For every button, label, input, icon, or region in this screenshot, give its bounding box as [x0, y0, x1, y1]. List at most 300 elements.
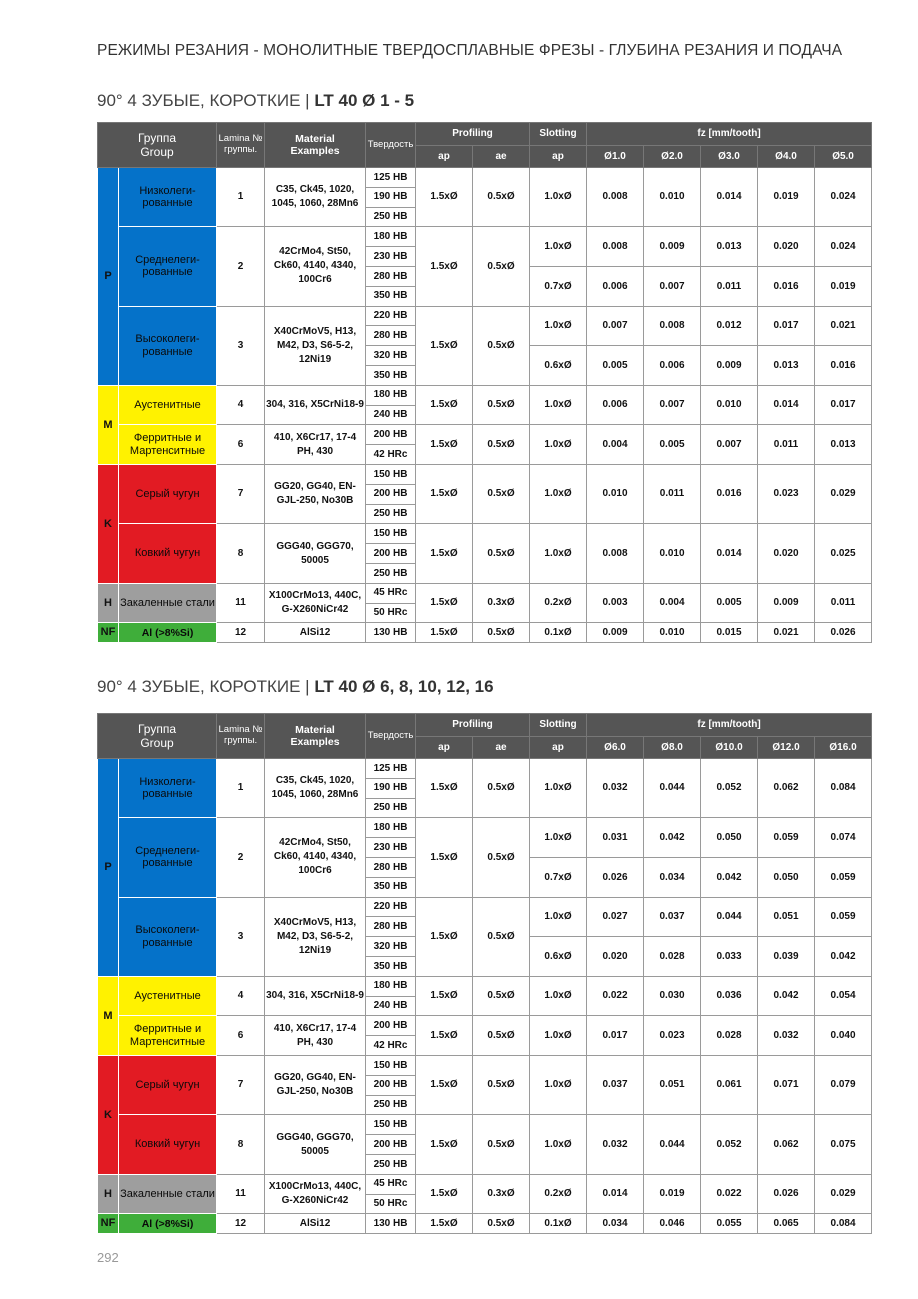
profiling-ae: 0.3xØ — [473, 1174, 530, 1214]
hardness-value: 150 HB — [366, 464, 416, 484]
fz-value: 0.007 — [587, 306, 644, 346]
material-group: Среднелеги-рованные — [119, 227, 217, 306]
hardness-value: 280 HB — [366, 857, 416, 877]
iso-group-nf: NF — [98, 623, 119, 643]
hardness-value: 125 HB — [366, 168, 416, 188]
material-header — [265, 123, 366, 168]
profiling-ap: 1.5xØ — [416, 976, 473, 1016]
group-header-ru: Группа — [137, 721, 177, 736]
fz-header: fz [mm/tooth] — [587, 714, 872, 737]
hardness-value: 250 HB — [366, 798, 416, 818]
slotting-header: Slotting — [530, 123, 587, 146]
fz-value: 0.010 — [701, 385, 758, 425]
diameter-header: Ø2.0 — [644, 146, 701, 168]
slotting-ap: 0.1xØ — [530, 1214, 587, 1234]
profiling-ae: 0.5xØ — [473, 1055, 530, 1114]
lamina-number: 2 — [217, 818, 265, 897]
fz-value: 0.005 — [644, 425, 701, 465]
section-title-2 — [97, 677, 494, 697]
hardness-value: 350 HB — [366, 877, 416, 897]
table-row — [98, 524, 918, 544]
hardness-value: 200 HB — [366, 544, 416, 564]
slotting-ap: 0.6xØ — [530, 937, 587, 977]
lamina-header — [217, 714, 265, 759]
slotting-ap: 1.0xØ — [530, 759, 587, 818]
slotting-ap: 0.2xØ — [530, 1174, 587, 1214]
profiling-ae: 0.5xØ — [473, 227, 530, 306]
diameter-header: Ø8.0 — [644, 737, 701, 759]
profiling-ae-header: ae — [473, 737, 530, 759]
fz-value: 0.074 — [815, 818, 872, 858]
material-header — [265, 714, 366, 759]
table-row — [98, 464, 918, 484]
material-examples: 42CrMo4, St50, Ck60, 4140, 4340, 100Cr6 — [265, 818, 366, 897]
fz-value: 0.020 — [758, 524, 815, 583]
hardness-value: 50 HRc — [366, 603, 416, 623]
group-header — [98, 714, 217, 759]
hardness-value: 190 HB — [366, 778, 416, 798]
fz-value: 0.016 — [758, 266, 815, 306]
profiling-header: Profiling — [416, 123, 530, 146]
diameter-header: Ø16.0 — [815, 737, 872, 759]
profiling-ae: 0.5xØ — [473, 759, 530, 818]
fz-value: 0.006 — [587, 266, 644, 306]
fz-value: 0.007 — [701, 425, 758, 465]
material-examples: AlSi12 — [265, 623, 366, 643]
fz-value: 0.059 — [815, 857, 872, 897]
material-group: Среднелеги-рованные — [119, 818, 217, 897]
material-group: Al (>8%Si) — [119, 623, 217, 643]
material-examples: X40CrMoV5, H13, M42, D3, S6-5-2, 12Ni19 — [265, 306, 366, 385]
fz-value: 0.009 — [701, 346, 758, 386]
material-header-1: Material — [295, 132, 335, 145]
fz-value: 0.062 — [758, 1115, 815, 1174]
hardness-value: 45 HRc — [366, 583, 416, 603]
fz-value: 0.003 — [587, 583, 644, 623]
material-group: Закаленные стали — [119, 583, 217, 623]
fz-value: 0.022 — [701, 1174, 758, 1214]
hardness-value: 250 HB — [366, 1095, 416, 1115]
fz-value: 0.062 — [758, 759, 815, 818]
section-title-1 — [97, 91, 414, 111]
slotting-ap: 0.6xØ — [530, 346, 587, 386]
profiling-header: Profiling — [416, 714, 530, 737]
hardness-header: Твердость — [366, 123, 416, 168]
cutting-table-2 — [97, 713, 875, 1234]
lamina-number: 11 — [217, 1174, 265, 1214]
fz-value: 0.042 — [644, 818, 701, 858]
hardness-header: Твердость — [366, 714, 416, 759]
fz-value: 0.044 — [701, 897, 758, 937]
profiling-ae-header: ae — [473, 146, 530, 168]
profiling-ap: 1.5xØ — [416, 425, 473, 465]
iso-group-p: P — [98, 168, 119, 386]
lamina-number: 3 — [217, 897, 265, 976]
slotting-ap: 0.7xØ — [530, 857, 587, 897]
section-title-1-bold: LT 40 Ø 1 - 5 — [314, 91, 415, 110]
material-examples: 304, 316, X5CrNi18-9 — [265, 385, 366, 425]
hardness-value: 150 HB — [366, 1115, 416, 1135]
fz-value: 0.033 — [701, 937, 758, 977]
material-examples: C35, Ck45, 1020, 1045, 1060, 28Mn6 — [265, 168, 366, 227]
material-examples: GGG40, GGG70, 50005 — [265, 524, 366, 583]
lamina-number: 2 — [217, 227, 265, 306]
hardness-value: 280 HB — [366, 917, 416, 937]
hardness-value: 240 HB — [366, 405, 416, 425]
fz-value: 0.015 — [701, 623, 758, 643]
section-title-2-bold: LT 40 Ø 6, 8, 10, 12, 16 — [314, 677, 494, 696]
material-examples: X100CrMo13, 440C, G-X260NiCr42 — [265, 1174, 366, 1214]
fz-value: 0.017 — [587, 1016, 644, 1056]
slotting-ap: 1.0xØ — [530, 976, 587, 1016]
diameter-header: Ø10.0 — [701, 737, 758, 759]
fz-value: 0.037 — [587, 1055, 644, 1114]
group-header-en: Group — [140, 145, 174, 159]
material-examples: X100CrMo13, 440C, G-X260NiCr42 — [265, 583, 366, 623]
table-row — [98, 168, 918, 188]
fz-value: 0.016 — [815, 346, 872, 386]
slotting-ap: 1.0xØ — [530, 227, 587, 267]
fz-value: 0.020 — [758, 227, 815, 267]
fz-value: 0.042 — [815, 937, 872, 977]
hardness-value: 200 HB — [366, 484, 416, 504]
fz-value: 0.011 — [815, 583, 872, 623]
fz-value: 0.052 — [701, 759, 758, 818]
hardness-value: 220 HB — [366, 306, 416, 326]
material-examples: AlSi12 — [265, 1214, 366, 1234]
fz-value: 0.051 — [758, 897, 815, 937]
profiling-ap: 1.5xØ — [416, 385, 473, 425]
slotting-ap-header: ap — [530, 737, 587, 759]
slotting-ap: 1.0xØ — [530, 464, 587, 523]
diameter-header: Ø3.0 — [701, 146, 758, 168]
fz-value: 0.050 — [758, 857, 815, 897]
hardness-value: 230 HB — [366, 838, 416, 858]
profiling-ae: 0.5xØ — [473, 623, 530, 643]
material-group: Аустенитные — [119, 385, 217, 425]
profiling-ap-header: ap — [416, 146, 473, 168]
fz-value: 0.009 — [644, 227, 701, 267]
profiling-ae: 0.5xØ — [473, 1115, 530, 1174]
fz-value: 0.059 — [758, 818, 815, 858]
fz-value: 0.075 — [815, 1115, 872, 1174]
fz-value: 0.028 — [701, 1016, 758, 1056]
profiling-ae: 0.5xØ — [473, 385, 530, 425]
fz-value: 0.032 — [758, 1016, 815, 1056]
profiling-ap: 1.5xØ — [416, 524, 473, 583]
material-examples: 410, X6Cr17, 17-4 PH, 430 — [265, 425, 366, 465]
profiling-ap: 1.5xØ — [416, 1055, 473, 1114]
slotting-ap: 0.1xØ — [530, 623, 587, 643]
material-group: Ферритные и Мартенситные — [119, 1016, 217, 1056]
material-group: Низколеги-рованные — [119, 168, 217, 227]
hardness-value: 200 HB — [366, 1135, 416, 1155]
hardness-value: 250 HB — [366, 207, 416, 227]
fz-value: 0.026 — [587, 857, 644, 897]
table-row — [98, 1115, 918, 1135]
lamina-number: 12 — [217, 623, 265, 643]
fz-value: 0.009 — [758, 583, 815, 623]
table-row — [98, 976, 918, 996]
fz-value: 0.022 — [587, 976, 644, 1016]
lamina-number: 11 — [217, 583, 265, 623]
material-examples: 410, X6Cr17, 17-4 PH, 430 — [265, 1016, 366, 1056]
table-row — [98, 227, 918, 247]
lamina-number: 8 — [217, 1115, 265, 1174]
slotting-ap: 1.0xØ — [530, 385, 587, 425]
section-title-1-main: 90° 4 ЗУБЫЕ, КОРОТКИЕ | — [97, 91, 315, 110]
section-title-2-main: 90° 4 ЗУБЫЕ, КОРОТКИЕ | — [97, 677, 315, 696]
lamina-number: 8 — [217, 524, 265, 583]
hardness-value: 250 HB — [366, 563, 416, 583]
hardness-value: 180 HB — [366, 227, 416, 247]
profiling-ae: 0.5xØ — [473, 425, 530, 465]
fz-value: 0.008 — [587, 168, 644, 227]
hardness-value: 320 HB — [366, 346, 416, 366]
fz-value: 0.032 — [587, 1115, 644, 1174]
hardness-value: 50 HRc — [366, 1194, 416, 1214]
fz-value: 0.031 — [587, 818, 644, 858]
fz-value: 0.016 — [701, 464, 758, 523]
profiling-ap: 1.5xØ — [416, 897, 473, 976]
fz-value: 0.021 — [758, 623, 815, 643]
fz-value: 0.019 — [815, 266, 872, 306]
fz-value: 0.013 — [758, 346, 815, 386]
lamina-header — [217, 123, 265, 168]
material-group: Al (>8%Si) — [119, 1214, 217, 1234]
iso-group-p: P — [98, 759, 119, 977]
fz-value: 0.014 — [701, 168, 758, 227]
lamina-number: 1 — [217, 168, 265, 227]
profiling-ae: 0.3xØ — [473, 583, 530, 623]
fz-value: 0.055 — [701, 1214, 758, 1234]
cutting-table-1 — [97, 122, 875, 643]
fz-value: 0.005 — [701, 583, 758, 623]
hardness-value: 280 HB — [366, 326, 416, 346]
profiling-ae: 0.5xØ — [473, 897, 530, 976]
profiling-ap-header: ap — [416, 737, 473, 759]
fz-value: 0.014 — [701, 524, 758, 583]
hardness-value: 125 HB — [366, 759, 416, 779]
fz-value: 0.061 — [701, 1055, 758, 1114]
fz-value: 0.079 — [815, 1055, 872, 1114]
fz-value: 0.084 — [815, 759, 872, 818]
fz-value: 0.032 — [587, 759, 644, 818]
fz-value: 0.036 — [701, 976, 758, 1016]
table-row — [98, 818, 918, 838]
profiling-ap: 1.5xØ — [416, 759, 473, 818]
hardness-value: 350 HB — [366, 956, 416, 976]
profiling-ae: 0.5xØ — [473, 168, 530, 227]
fz-value: 0.008 — [587, 524, 644, 583]
slotting-ap: 0.2xØ — [530, 583, 587, 623]
table-row — [98, 623, 918, 643]
fz-value: 0.010 — [587, 464, 644, 523]
fz-value: 0.054 — [815, 976, 872, 1016]
fz-value: 0.010 — [644, 524, 701, 583]
material-group: Серый чугун — [119, 464, 217, 523]
fz-value: 0.044 — [644, 759, 701, 818]
fz-value: 0.034 — [644, 857, 701, 897]
iso-group-m: M — [98, 976, 119, 1055]
fz-value: 0.008 — [644, 306, 701, 346]
fz-value: 0.024 — [815, 227, 872, 267]
table — [97, 713, 918, 1234]
group-header-ru: Группа — [137, 130, 177, 145]
lamina-header-1: Lamina № — [218, 133, 263, 145]
hardness-value: 350 HB — [366, 365, 416, 385]
material-examples: 42CrMo4, St50, Ck60, 4140, 4340, 100Cr6 — [265, 227, 366, 306]
material-group: Высоколеги-рованные — [119, 897, 217, 976]
hardness-value: 42 HRc — [366, 1036, 416, 1056]
iso-group-h: H — [98, 583, 119, 623]
profiling-ae: 0.5xØ — [473, 524, 530, 583]
hardness-value: 180 HB — [366, 976, 416, 996]
lamina-number: 3 — [217, 306, 265, 385]
fz-value: 0.014 — [758, 385, 815, 425]
hardness-value: 150 HB — [366, 1055, 416, 1075]
lamina-header-2: группы. — [223, 144, 258, 155]
fz-value: 0.026 — [758, 1174, 815, 1214]
fz-value: 0.011 — [758, 425, 815, 465]
fz-value: 0.014 — [587, 1174, 644, 1214]
slotting-ap: 1.0xØ — [530, 897, 587, 937]
fz-value: 0.071 — [758, 1055, 815, 1114]
fz-value: 0.011 — [701, 266, 758, 306]
table — [97, 122, 918, 643]
hardness-value: 350 HB — [366, 286, 416, 306]
fz-value: 0.021 — [815, 306, 872, 346]
material-examples: X40CrMoV5, H13, M42, D3, S6-5-2, 12Ni19 — [265, 897, 366, 976]
slotting-ap: 1.0xØ — [530, 425, 587, 465]
table-row — [98, 1174, 918, 1194]
fz-value: 0.006 — [644, 346, 701, 386]
diameter-header: Ø5.0 — [815, 146, 872, 168]
iso-group-h: H — [98, 1174, 119, 1214]
fz-value: 0.012 — [701, 306, 758, 346]
hardness-value: 45 HRc — [366, 1174, 416, 1194]
lamina-number: 6 — [217, 1016, 265, 1056]
lamina-number: 4 — [217, 976, 265, 1016]
material-examples: GG20, GG40, EN-GJL-250, No30B — [265, 464, 366, 523]
material-group: Закаленные стали — [119, 1174, 217, 1214]
slotting-ap: 1.0xØ — [530, 818, 587, 858]
page-title: РЕЖИМЫ РЕЗАНИЯ - МОНОЛИТНЫЕ ТВЕРДОСПЛАВНЫЕ ФРЕЗЫ - ГЛУБИНА РЕЗАНИЯ И ПОДАЧА — [97, 42, 843, 59]
hardness-value: 130 HB — [366, 623, 416, 643]
hardness-value: 190 HB — [366, 187, 416, 207]
fz-value: 0.029 — [815, 464, 872, 523]
fz-value: 0.039 — [758, 937, 815, 977]
fz-value: 0.019 — [644, 1174, 701, 1214]
fz-value: 0.051 — [644, 1055, 701, 1114]
fz-value: 0.023 — [758, 464, 815, 523]
fz-value: 0.005 — [587, 346, 644, 386]
fz-value: 0.024 — [815, 168, 872, 227]
diameter-header: Ø4.0 — [758, 146, 815, 168]
iso-group-k: K — [98, 464, 119, 583]
table-row — [98, 897, 918, 917]
profiling-ap: 1.5xØ — [416, 583, 473, 623]
iso-group-nf: NF — [98, 1214, 119, 1234]
fz-value: 0.046 — [644, 1214, 701, 1234]
fz-value: 0.020 — [587, 937, 644, 977]
lamina-header-1: Lamina № — [218, 724, 263, 736]
fz-value: 0.042 — [701, 857, 758, 897]
lamina-number: 1 — [217, 759, 265, 818]
hardness-value: 250 HB — [366, 504, 416, 524]
table-row — [98, 385, 918, 405]
profiling-ap: 1.5xØ — [416, 818, 473, 897]
profiling-ap: 1.5xØ — [416, 464, 473, 523]
slotting-ap: 1.0xØ — [530, 1055, 587, 1114]
fz-header: fz [mm/tooth] — [587, 123, 872, 146]
table-row — [98, 1016, 918, 1036]
diameter-header: Ø12.0 — [758, 737, 815, 759]
fz-value: 0.011 — [644, 464, 701, 523]
fz-value: 0.004 — [587, 425, 644, 465]
profiling-ap: 1.5xØ — [416, 1115, 473, 1174]
hardness-value: 220 HB — [366, 897, 416, 917]
material-header-1: Material — [295, 723, 335, 736]
material-group: Серый чугун — [119, 1055, 217, 1114]
fz-value: 0.009 — [587, 623, 644, 643]
profiling-ap: 1.5xØ — [416, 623, 473, 643]
material-group: Ковкий чугун — [119, 524, 217, 583]
slotting-ap-header: ap — [530, 146, 587, 168]
fz-value: 0.006 — [587, 385, 644, 425]
hardness-value: 180 HB — [366, 385, 416, 405]
profiling-ap: 1.5xØ — [416, 227, 473, 306]
material-header-2: Examples — [290, 145, 340, 157]
fz-value: 0.028 — [644, 937, 701, 977]
slotting-ap: 0.7xØ — [530, 266, 587, 306]
material-group: Аустенитные — [119, 976, 217, 1016]
fz-value: 0.010 — [644, 168, 701, 227]
hardness-value: 200 HB — [366, 425, 416, 445]
hardness-value: 240 HB — [366, 996, 416, 1016]
hardness-value: 180 HB — [366, 818, 416, 838]
fz-value: 0.007 — [644, 385, 701, 425]
hardness-value: 250 HB — [366, 1154, 416, 1174]
group-header-en: Group — [140, 736, 174, 750]
fz-value: 0.023 — [644, 1016, 701, 1056]
material-group: Высоколеги-рованные — [119, 306, 217, 385]
lamina-number: 4 — [217, 385, 265, 425]
slotting-ap: 1.0xØ — [530, 306, 587, 346]
material-examples: GG20, GG40, EN-GJL-250, No30B — [265, 1055, 366, 1114]
lamina-number: 7 — [217, 1055, 265, 1114]
hardness-value: 130 HB — [366, 1214, 416, 1234]
fz-value: 0.052 — [701, 1115, 758, 1174]
fz-value: 0.084 — [815, 1214, 872, 1234]
fz-value: 0.029 — [815, 1174, 872, 1214]
hardness-value: 42 HRc — [366, 445, 416, 465]
profiling-ap: 1.5xØ — [416, 306, 473, 385]
profiling-ae: 0.5xØ — [473, 818, 530, 897]
table-row — [98, 425, 918, 445]
fz-value: 0.019 — [758, 168, 815, 227]
iso-group-k: K — [98, 1055, 119, 1174]
fz-value: 0.013 — [815, 425, 872, 465]
profiling-ae: 0.5xØ — [473, 1214, 530, 1234]
slotting-ap: 1.0xØ — [530, 524, 587, 583]
fz-value: 0.037 — [644, 897, 701, 937]
fz-value: 0.040 — [815, 1016, 872, 1056]
material-examples: 304, 316, X5CrNi18-9 — [265, 976, 366, 1016]
fz-value: 0.042 — [758, 976, 815, 1016]
group-header — [98, 123, 217, 168]
hardness-value: 320 HB — [366, 937, 416, 957]
